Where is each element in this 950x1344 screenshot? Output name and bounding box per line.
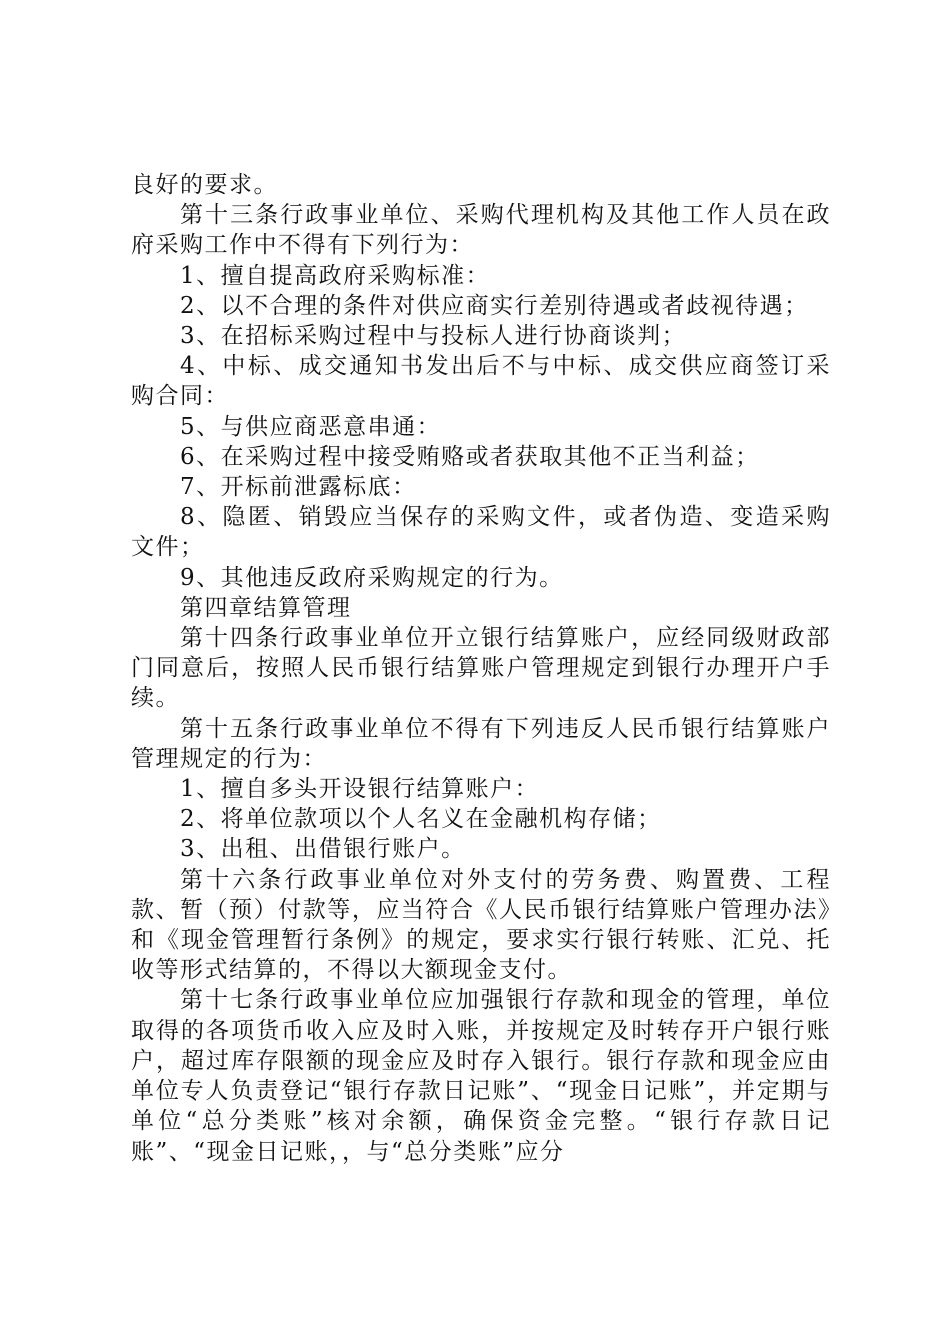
paragraph-article-16: 第十六条行政事业单位对外支付的劳务费、购置费、工程款、暂（预）付款等，应当符合《人民币银行结算账户管理办法》和《现金管理暂行条例》的规定，要求实行银行转账、汇兑、托收等形式结算的，不得以大额现金支付。 — [131, 866, 831, 984]
paragraph: 良好的要求。 — [131, 172, 278, 198]
list-item: 9、其他违反政府采购规定的行为。 — [180, 564, 564, 591]
list-item: 3、出租、出借银行账户。 — [180, 836, 466, 863]
list-item: 8、隐匿、销毁应当保存的采购文件，或者伪造、变造采购文件； — [131, 504, 831, 561]
list-item: 6、在采购过程中接受贿赂或者获取其他不正当利益； — [180, 443, 760, 470]
list-item: 5、与供应商恶意串通： — [180, 413, 442, 440]
list-item: 7、开标前泄露标底： — [180, 474, 417, 501]
chapter-heading: 第四章结算管理 — [180, 594, 352, 621]
list-item: 1、擅自多头开设银行结算账户： — [180, 776, 540, 803]
list-item: 4、中标、成交通知书发出后不与中标、成交供应商签订采购合同： — [131, 353, 831, 410]
paragraph-article-15: 第十五条行政事业单位不得有下列违反人民币银行结算账户管理规定的行为： — [131, 715, 831, 772]
paragraph-article-13: 第十三条行政事业单位、采购代理机构及其他工作人员在政府采购工作中不得有下列行为： — [131, 202, 831, 259]
list-item: 2、将单位款项以个人名义在金融机构存储； — [180, 806, 662, 833]
list-item: 1、擅自提高政府采购标准： — [180, 262, 491, 289]
list-item: 2、以不合理的条件对供应商实行差别待遇或者歧视待遇； — [180, 292, 809, 319]
paragraph-article-17: 第十七条行政事业单位应加强银行存款和现金的管理，单位取得的各项货币收入应及时入账，并按规定及时转存开户银行账户，超过库存限额的现金应及时存入银行。银行存款和现金应由单位专人负责登记“银行存款日记账”、“现金日记账”，并定期与单位“总分类账”核对余额，确保资金完整。“银行存款日记账”、“现金日记账，，与“总分类账”应分 — [131, 987, 831, 1165]
list-item: 3、在招标采购过程中与投标人进行协商谈判； — [180, 323, 687, 350]
paragraph-article-14: 第十四条行政事业单位开立银行结算账户，应经同级财政部门同意后，按照人民币银行结算账户管理规定到银行办理开户手续。 — [131, 625, 831, 712]
document-body — [131, 170, 831, 1167]
